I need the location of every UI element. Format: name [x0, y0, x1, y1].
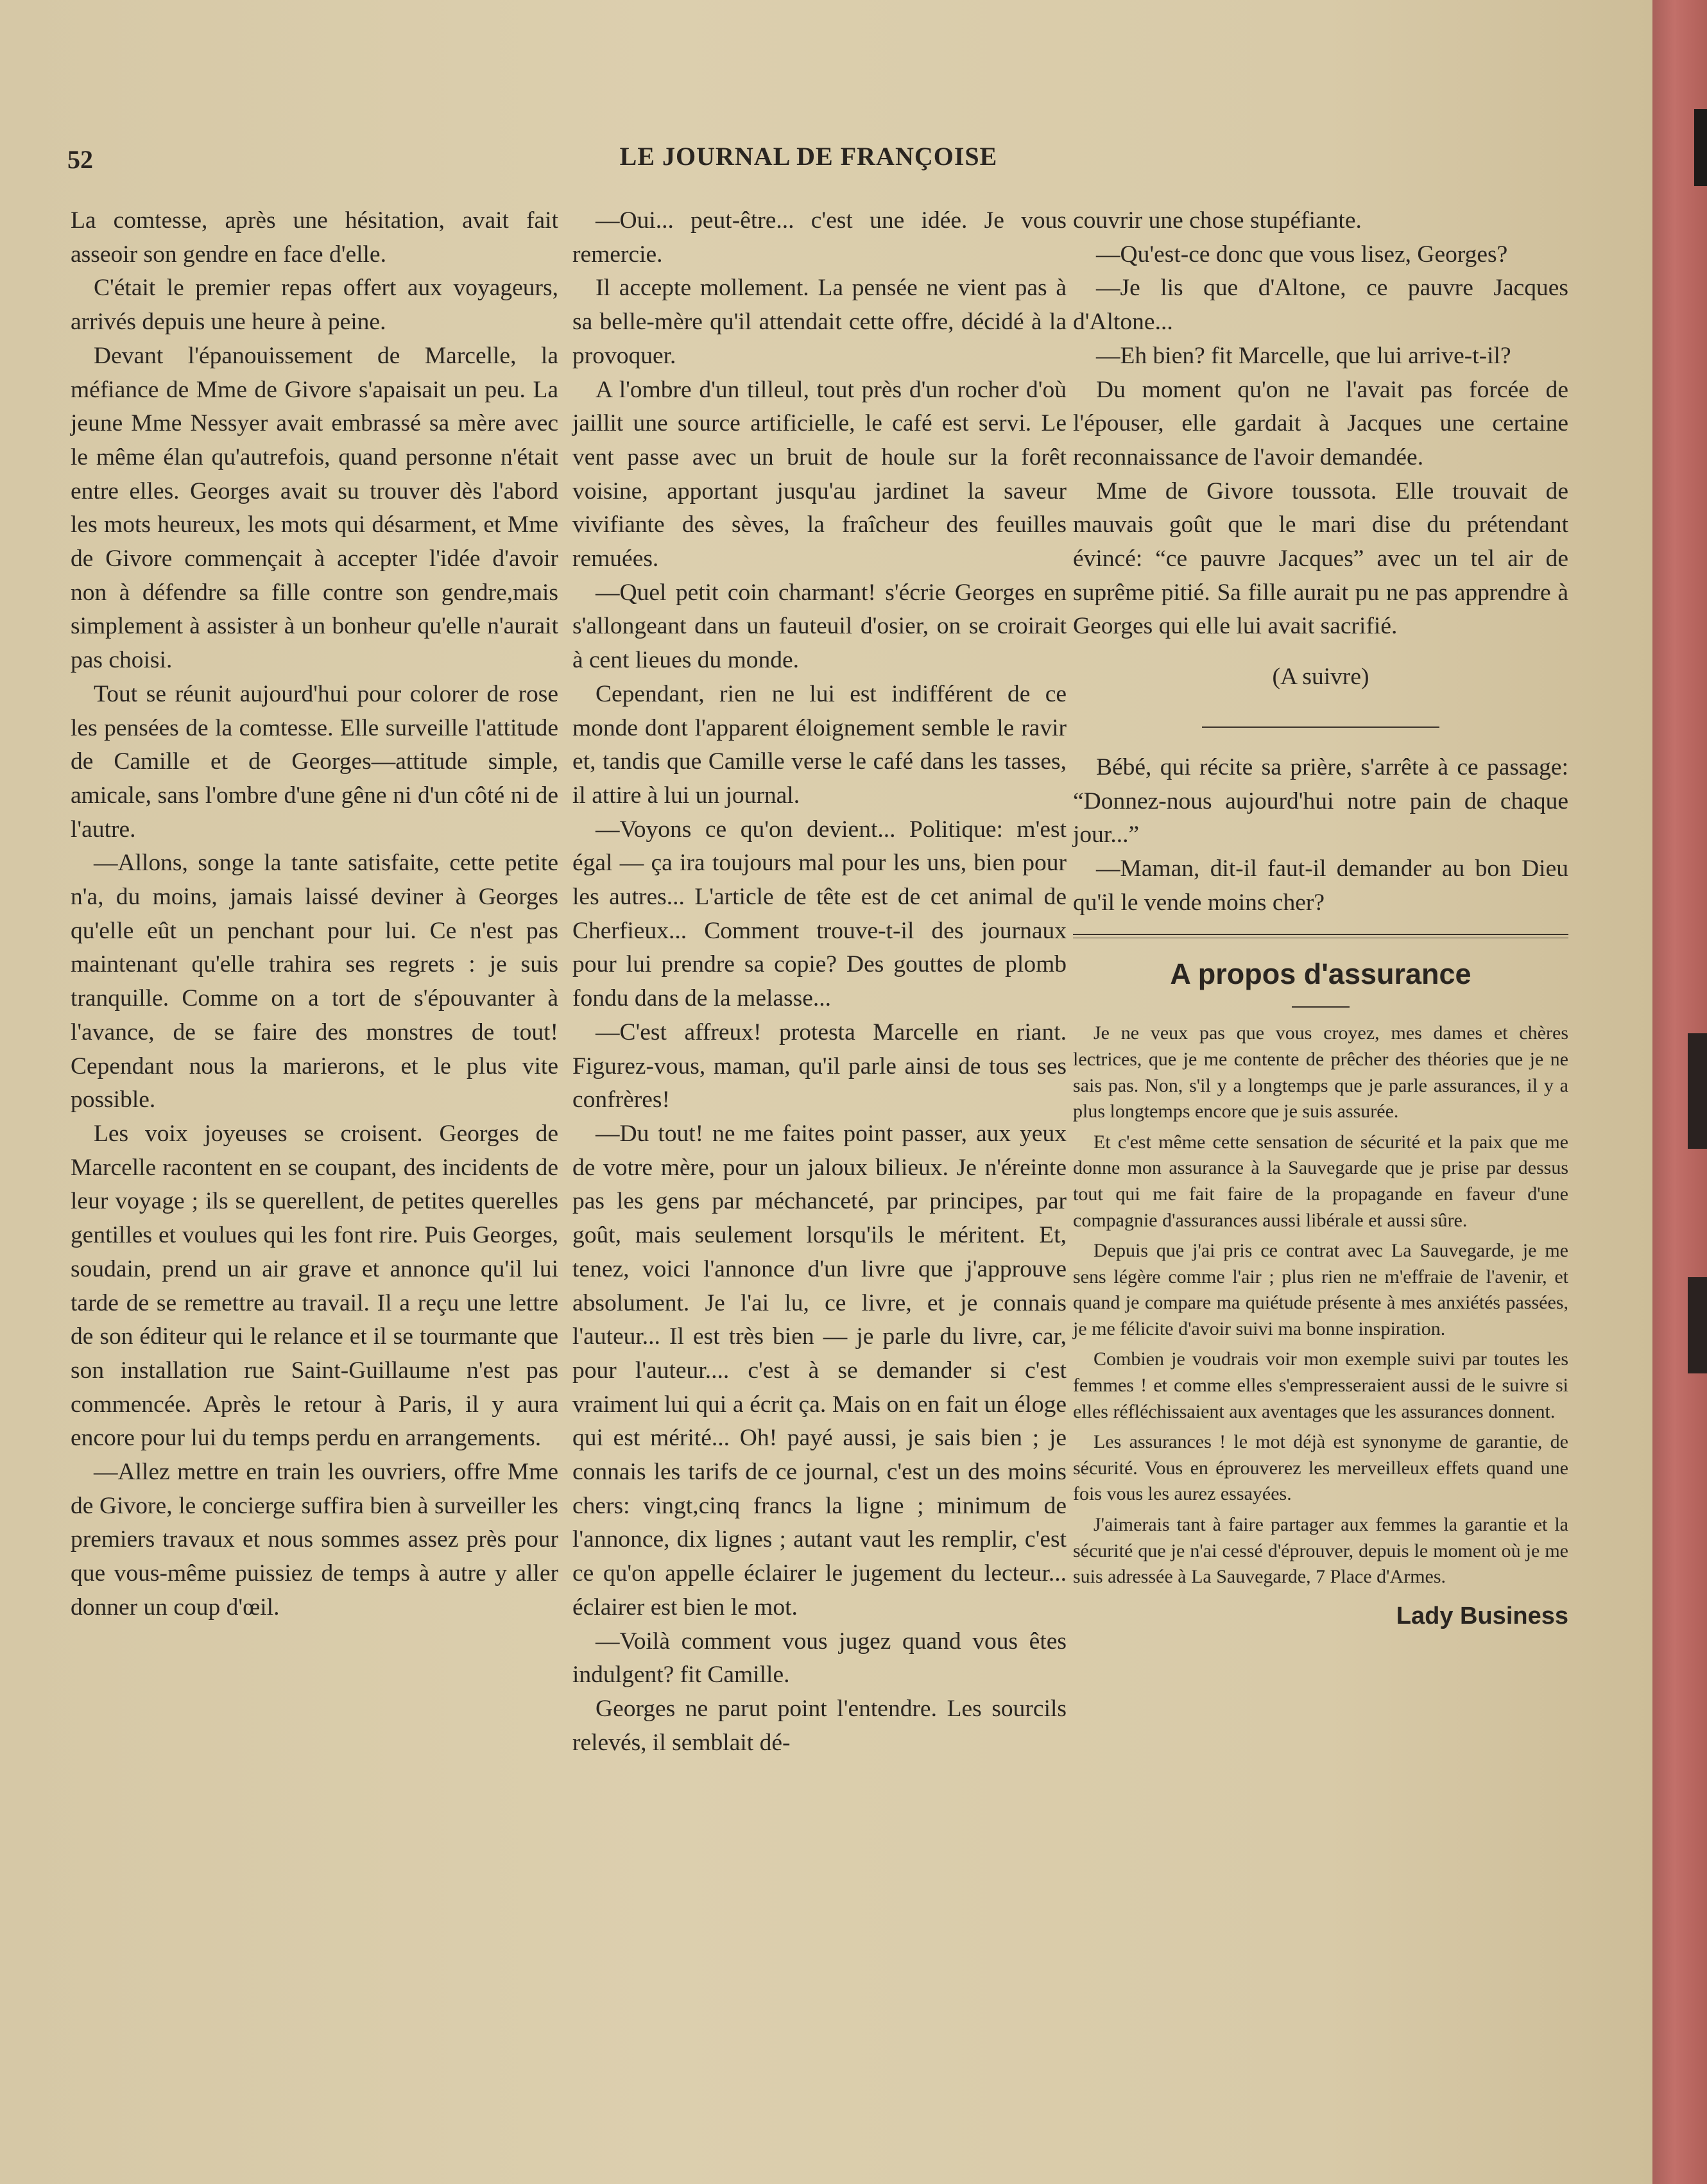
article-paragraph: J'aimerais tant à faire partager aux femmes la garantie et la sécurité que je n'ai cessé d'éprouver, depuis le moment où je me suis adressée à La Sauvegarde, 7 Place d'Armes.	[1073, 1514, 1568, 1588]
paragraph: —Voyons ce qu'on devient... Politique: m'est égal — ça ira toujours mal pour les uns, bien pour les autres... L'article de tête est de cet animal de Cherfieux... Comment trouve-t-il des journaux pour lui prendre sa copie? Des gouttes de plomb fondu dans de la melasse...	[572, 816, 1067, 1012]
insurance-article	[1073, 956, 1568, 1633]
anecdote-paragraph: —Maman, dit-il faut-il demander au bon Dieu qu'il le vende moins cher?	[1073, 855, 1568, 916]
author-signature: Lady Business	[1396, 1602, 1568, 1629]
section-divider	[1202, 727, 1439, 728]
paragraph: Il accepte mollement. La pensée ne vient pas à sa belle-mère qu'il attendait cette offre, décidé à la provoquer.	[572, 275, 1067, 369]
title-underline	[1292, 1006, 1350, 1008]
article-paragraph: Je ne veux pas que vous croyez, mes dames et chères lectrices, que je me contente de prêcher des théories que je ne sais pas. Non, s'il y a longtemps que je parle assurances, il y a plus longtemps encore que je suis assurée.	[1073, 1022, 1568, 1122]
paragraph: Du moment qu'on ne l'avait pas forcée de l'épouser, elle gardait à Jacques une certaine reconnaissance de l'avoir demandée.	[1073, 376, 1568, 470]
paragraph: Les voix joyeuses se croisent. Georges de Marcelle racontent en se coupant, des incidents de leur voyage ; ils se querellent, de petites querelles gentilles et voulues qui les font rire. Puis Georges, soudain, prend un air grave et annonce qu'il lui tarde de se remettre au travail. Il a reçu une lettre de son éditeur qui le relance et il se tourmante que son installation rue Saint-Guillaume n'est pas commencée. Après le retour à Paris, il y aura encore pour lui du temps perdu en arrangements.	[71, 1120, 558, 1452]
column-right	[1073, 204, 1568, 1633]
paragraph: Cependant, rien ne lui est indifférent de ce monde dont l'apparent éloignement semble le ravir et, tandis que Camille verse le café dans les tasses, il attire à lui un journal.	[572, 680, 1067, 809]
article-body	[1073, 1020, 1568, 1590]
masthead-title: LE JOURNAL DE FRANÇOISE	[619, 142, 998, 171]
edge-mark	[1688, 1033, 1707, 1149]
paragraph: La comtesse, après une hésitation, avait fait asseoir son gendre en face d'elle.	[71, 207, 558, 268]
paragraph: —Allons, songe la tante satisfaite, cette petite n'a, du moins, jamais laissé deviner à Georges qu'elle eût un penchant pour lui. Ce n'est pas maintenant qu'elle trahira ses regrets : je suis tranquille. Comme on a tort de s'épouvanter à l'avance, de se faire des monstres de tout! Cependant nous la marierons, et le plus vite possible.	[71, 850, 558, 1113]
edge-mark	[1688, 1277, 1707, 1373]
double-rule-divider	[1073, 934, 1568, 938]
paragraph: —Qu'est-ce donc que vous lisez, Georges?	[1096, 241, 1508, 268]
paragraph: Tout se réunit aujourd'hui pour colorer de rose les pensées de la comtesse. Elle surveille l'attitude de Camille et de Georges—attitude simple, amicale, sans l'ombre d'une gêne ni d'un côté ni de l'autre.	[71, 680, 558, 843]
paragraph: —Je lis que d'Altone, ce pauvre Jacques d'Altone...	[1073, 275, 1568, 336]
paragraph: —Voilà comment vous jugez quand vous êtes indulgent? fit Camille.	[572, 1628, 1067, 1689]
column-left	[71, 204, 558, 1625]
column-middle	[572, 204, 1067, 1760]
article-paragraph: Combien je voudrais voir mon exemple suivi par toutes les femmes ! et comme elles s'empresseraient aussi de le suivre si elles réfléchissaient aux aventages que les assurances donnent.	[1073, 1348, 1568, 1422]
article-paragraph: Les assurances ! le mot déjà est synonyme de garantie, de sécurité. Vous en éprouverez les merveilleux effets quand une fois vous les aurez essayées.	[1073, 1431, 1568, 1505]
paragraph: A l'ombre d'un tilleul, tout près d'un rocher d'où jaillit une source artificielle, le café est servi. Le vent passe avec un bruit de houle sur la forêt voisine, apportant jusqu'au jardinet la saveur vivifiante des sèves, la fraîcheur des feuilles remuées.	[572, 376, 1067, 572]
anecdote-paragraph: Bébé, qui récite sa prière, s'arrête à ce passage: “Donnez-nous aujourd'hui notre pain de chaque jour...”	[1073, 753, 1568, 848]
article-paragraph: Depuis que j'ai pris ce contrat avec La Sauvegarde, je me sens légère comme l'air ; plus rien ne m'effraie de l'avenir, et quand je compare ma quiétude présente à mes anxiétés passées, je me félicite d'avoir suivi ma bonne inspiration.	[1073, 1240, 1568, 1339]
paragraph: —Eh bien? fit Marcelle, que lui arrive-t-il?	[1096, 342, 1511, 369]
paragraph: —C'est affreux! protesta Marcelle en riant. Figurez-vous, maman, qu'il parle ainsi de tous ses confrères!	[572, 1019, 1067, 1113]
paragraph: Mme de Givore toussota. Elle trouvait de mauvais goût que le mari dise du prétendant évincé: “ce pauvre Jacques” avec un tel air de suprême pitié. Sa fille aurait pu ne pas apprendre à Georges qui elle lui avait sacrifié.	[1073, 477, 1568, 640]
edge-mark	[1694, 109, 1707, 186]
paragraph: Georges ne parut point l'entendre. Les sourcils relevés, il semblait dé-	[572, 1695, 1067, 1756]
article-title: A propos d'assurance	[1170, 958, 1471, 991]
paragraph: Devant l'épanouissement de Marcelle, la méfiance de Mme de Givore s'apaisait un peu. La jeune Mme Nessyer avait embrassé sa mère avec le même élan qu'autrefois, quand personne n'était entre elles. Georges avait su trouver dès l'abord les mots heureux, les mots qui désarment, et Mme de Givore commençait à accepter l'idée d'avoir non à défendre sa fille contre son gendre,mais simplement à assister à un bonheur qu'elle n'aurait pas choisi.	[71, 342, 558, 674]
to-be-continued: (A suivre)	[1272, 664, 1369, 691]
article-paragraph: Et c'est même cette sensation de sécurité et la paix que me donne mon assurance à la Sauvegarde que je prise par dessus tout qui me fait faire de la propagande en faveur d'une compagnie d'assurances aussi libérale et aussi sûre.	[1073, 1131, 1568, 1231]
paragraph: couvrir une chose stupéfiante.	[1073, 207, 1362, 234]
paragraph: —Allez mettre en train les ouvriers, offre Mme de Givore, le concierge suffira bien à surveiller les premiers travaux et nous sommes assez près pour que vous-même puissiez de temps à autre y aller donner un coup d'œil.	[71, 1459, 558, 1621]
paragraph: —Du tout! ne me faites point passer, aux yeux de votre mère, pour un jaloux bilieux. Je n'éreinte pas les gens par méchanceté, par principes, par goût, mais seulement lorsqu'ils le méritent. Et, tenez, voici l'annonce d'un livre que j'approuve absolument. Je l'ai lu, ce livre, et je connais l'auteur... Il est très bien — je parle du livre, car, pour l'auteur.... c'est à se demander si c'est vraiment lui qui a écrit ça. Mais on en fait un éloge qui est mérité... Oh! payé aussi, je sais bien ; je connais les tarifs de ce journal, c'est un des moins chers: vingt,cinq francs la ligne ; minimum de l'annonce, dix lignes ; autant vaut les remplir, c'est ce qu'on appelle éclairer le jugement du lecteur... éclairer est bien le mot.	[572, 1120, 1067, 1621]
page-number: 52	[67, 145, 93, 174]
paragraph: —Quel petit coin charmant! s'écrie Georges en s'allongeant dans un fauteuil d'osier, on se croirait à cent lieues du monde.	[572, 579, 1067, 674]
paragraph: C'était le premier repas offert aux voyageurs, arrivés depuis une heure à peine.	[71, 275, 558, 336]
paragraph: —Oui... peut-être... c'est une idée. Je vous remercie.	[572, 207, 1067, 268]
